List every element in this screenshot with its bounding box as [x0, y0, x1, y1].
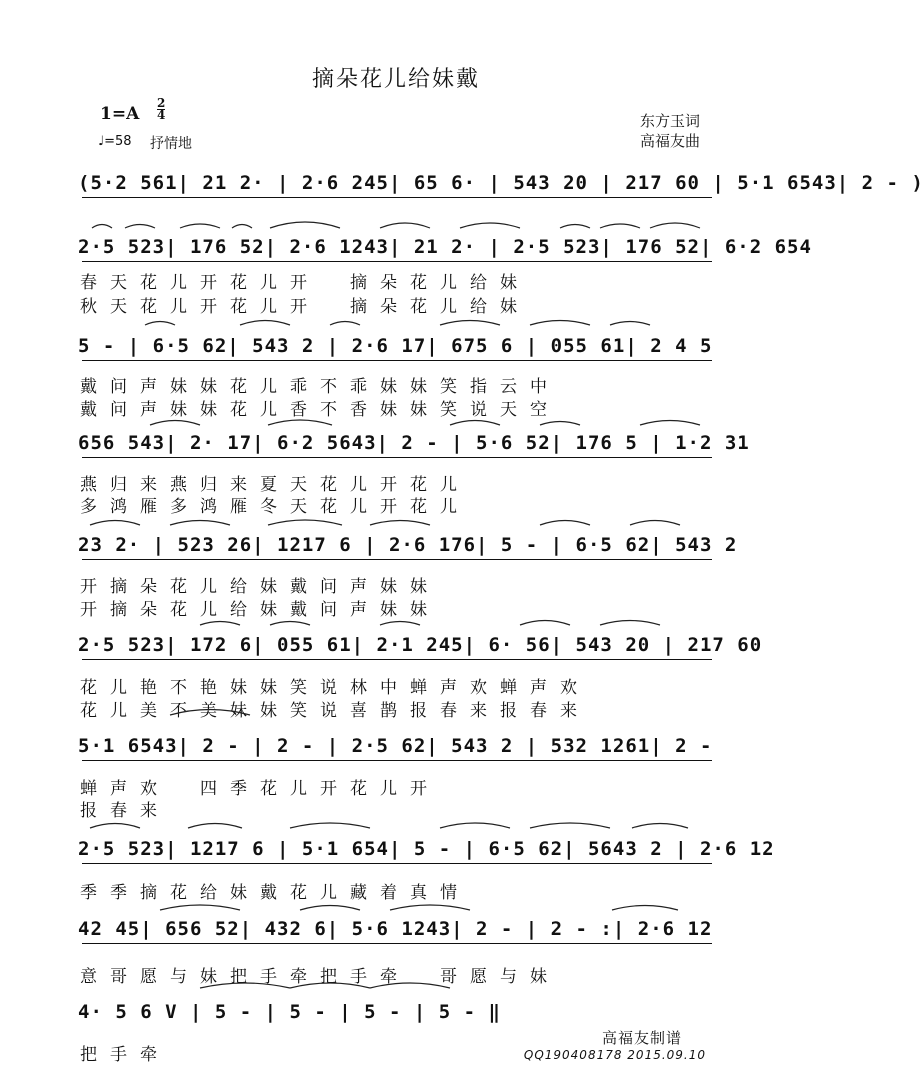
tempo-marking: ♩=58: [98, 134, 132, 149]
song-title: 摘朵花儿给妹戴: [311, 67, 480, 92]
score-line-4: 656 543| 2· 17| 6·2 5643| 2 - | 5·6 52| 176 5 | 1·2 31: [78, 432, 750, 454]
lyric-line-4: 戴问声妹妹花儿香不香妹妹笑说天空: [80, 400, 560, 420]
time-signature-bottom: 4: [157, 108, 166, 122]
score-line-9: 42 45| 656 52| 432 6| 5·6 1243| 2 - | 2 - :| 2·6 12: [78, 918, 713, 940]
score-line-6: 2·5 523| 172 6| 055 61| 2·1 245| 6· 56| 543 20 | 217 60: [78, 634, 763, 656]
score-line-8: 2·5 523| 1217 6 | 5·1 654| 5 - | 6·5 62| 5643 2 | 2·6 12: [78, 838, 775, 860]
lyric-line-9: 花儿艳不艳妹妹笑说林中蝉声欢蝉声欢: [80, 678, 590, 698]
lyric-line-8: 开摘朵花儿给妹戴问声妹妹: [80, 600, 440, 620]
lyricist-credit: 东方玉词: [639, 112, 700, 130]
lyric-line-15: 把手牵: [80, 1045, 170, 1065]
lyric-line-10: 花儿美不美妹妹笑说喜鹊报春来报春来: [80, 701, 590, 721]
lyric-line-5: 燕归来燕归来夏天花儿开花儿: [80, 475, 470, 495]
lyric-line-2: 秋天花儿开花儿开 摘朵花儿给妹: [80, 297, 530, 317]
composer-credit: 高福友曲: [639, 132, 700, 150]
lyric-line-1: 春天花儿开花儿开 摘朵花儿给妹: [80, 273, 530, 293]
score-line-3: 5 - | 6·5 62| 543 2 | 2·6 17| 675 6 | 055 61| 2 4 5: [78, 335, 713, 357]
expression-marking: 抒情地: [150, 136, 192, 152]
score-maker: 高福友制谱: [601, 1029, 682, 1047]
contact-date: QQ190408178 2015.09.10: [523, 1048, 706, 1062]
lyric-line-7: 开摘朵花儿给妹戴问声妹妹: [80, 577, 440, 597]
lyric-line-13: 季季摘花给妹戴花儿藏着真情: [80, 883, 470, 903]
score-line-2: 2·5 523| 176 52| 2·6 1243| 21 2· | 2·5 523| 176 52| 6·2 654: [78, 236, 812, 258]
score-line-1: (5·2 561| 21 2· | 2·6 245| 65 6· | 543 20 | 217 60 | 5·1 6543| 2 - ): [78, 172, 924, 194]
lyric-line-12: 报春来: [80, 801, 170, 821]
score-line-10: 4· 5 6 V | 5 - | 5 - | 5 - | 5 - ‖: [78, 1001, 501, 1023]
lyric-line-11: 蝉声欢 四季花儿开花儿开: [80, 779, 440, 799]
score-line-5: 23 2· | 523 26| 1217 6 | 2·6 176| 5 - | 6·5 62| 543 2: [78, 534, 738, 556]
key-signature: 1=A: [100, 104, 140, 124]
time-signature-top: 2: [157, 96, 166, 110]
lyric-line-3: 戴问声妹妹花儿乖不乖妹妹笑指云中: [80, 377, 560, 397]
score-line-7: 5·1 6543| 2 - | 2 - | 2·5 62| 543 2 | 532 1261| 2 -: [78, 735, 713, 757]
lyric-line-6: 多鸿雁多鸿雁冬天花儿开花儿: [80, 497, 470, 517]
lyric-line-14: 意哥愿与妹把手牵把手牵 哥愿与妹: [80, 967, 560, 987]
